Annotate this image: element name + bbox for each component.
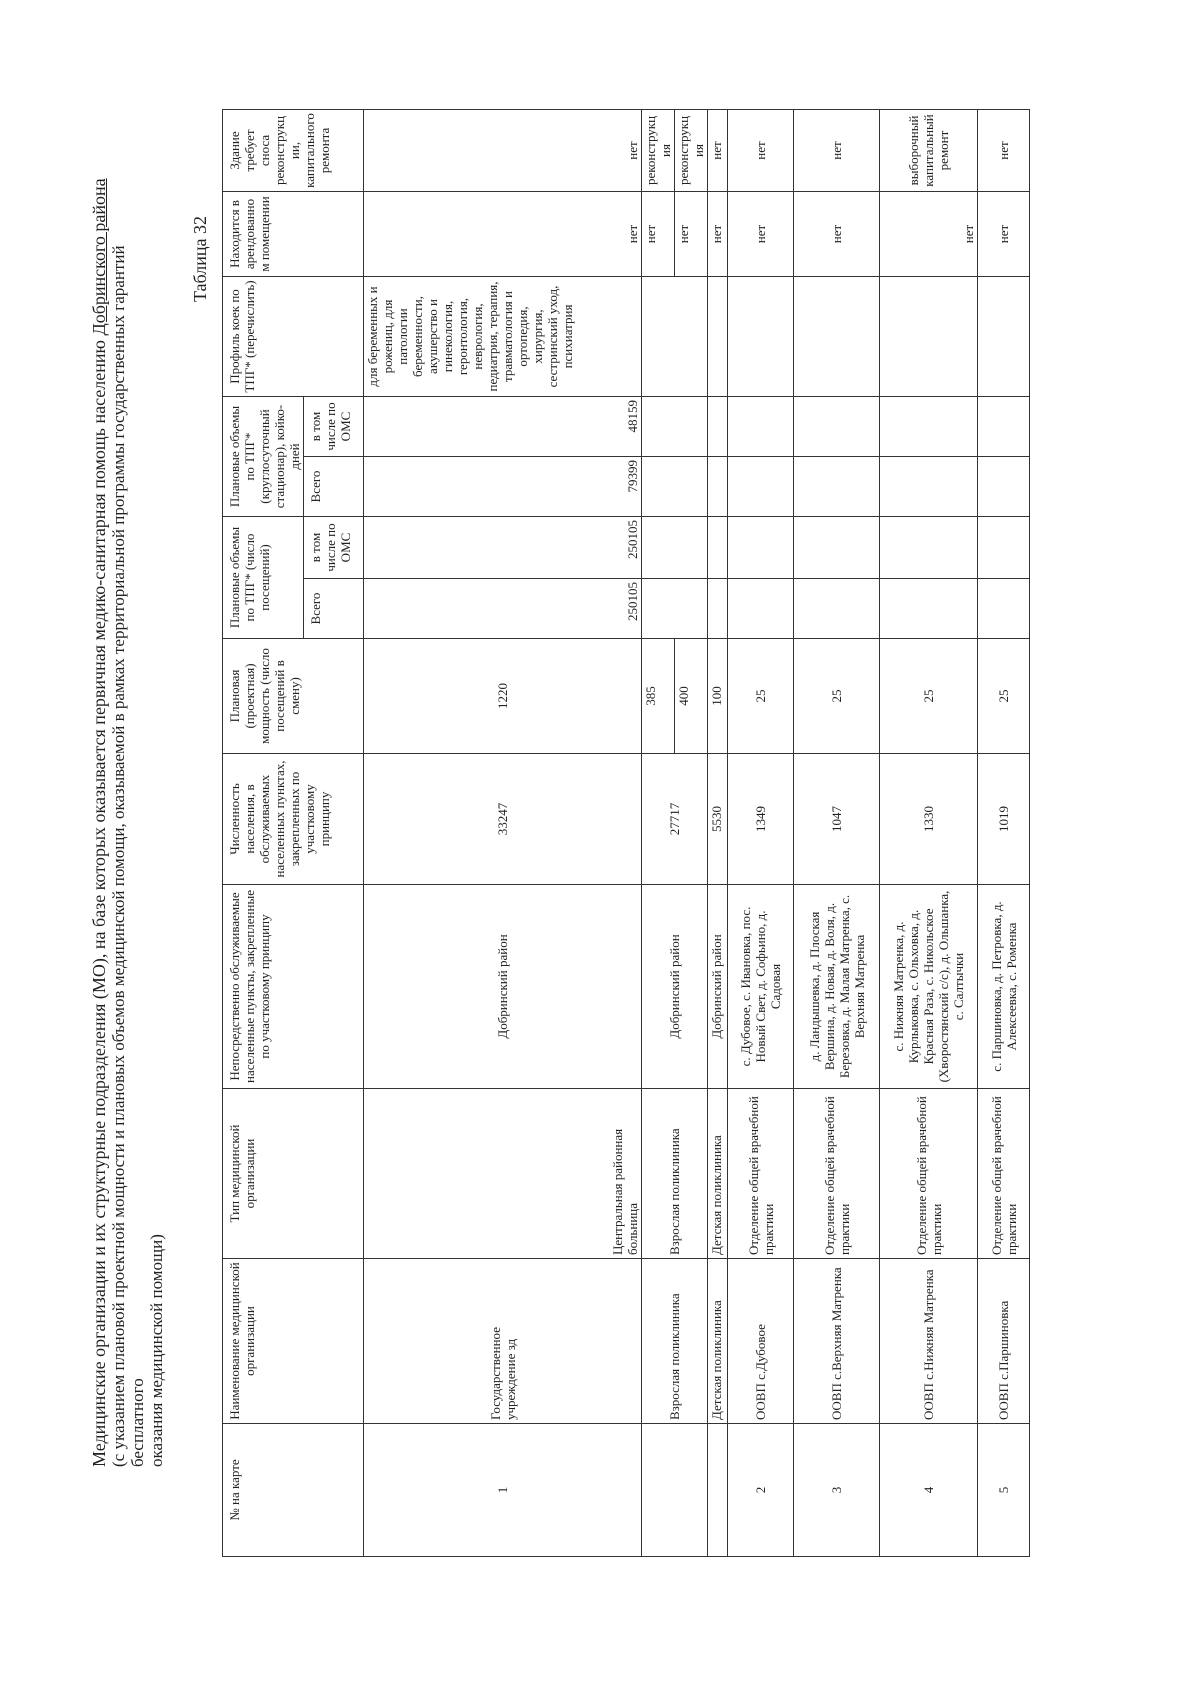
cell-capacity: 25 bbox=[880, 639, 978, 754]
cell-stat-oms bbox=[794, 396, 880, 456]
cell-rented: нет bbox=[708, 191, 728, 276]
col-name-header: Наименование медицинской организации bbox=[223, 1259, 364, 1424]
cell-stat-oms bbox=[728, 396, 794, 456]
cell-capacity: 25 bbox=[728, 639, 794, 754]
table-row bbox=[708, 109, 728, 1556]
cell-stat-oms bbox=[708, 396, 728, 456]
col-type-header: Тип медицинской организации bbox=[223, 1089, 364, 1259]
cell-profile: для беременных и рожениц, для патологии беременности, акушерство и гинекология, геронтология, неврология, педиатрия, терапия, травматология и ортопедия, хирургия, сестринский уход, психиатрия bbox=[364, 276, 642, 396]
cell-visits-oms: 250105 bbox=[364, 517, 642, 579]
col-visits-oms-header: в том числе по ОМС bbox=[304, 517, 364, 579]
table-row bbox=[794, 109, 880, 1556]
cell-stat-total: 79399 bbox=[364, 457, 642, 517]
cell-stat-total bbox=[708, 457, 728, 517]
cell-type: Детская поликлиника bbox=[708, 1089, 728, 1259]
cell-profile bbox=[978, 276, 1030, 396]
table-row bbox=[880, 109, 978, 1556]
cell-num: 1 bbox=[364, 1424, 642, 1557]
cell-visits-oms bbox=[728, 517, 794, 579]
cell-stat-oms bbox=[978, 396, 1030, 456]
col-visits-header: Плановые объемы по ТПГ* (число посещений) bbox=[223, 517, 304, 639]
document-header bbox=[90, 167, 166, 1467]
cell-visits-oms bbox=[880, 517, 978, 579]
cell-capacity: 25 bbox=[978, 639, 1030, 754]
table-number: Таблица 32 bbox=[190, 216, 210, 302]
cell-visits-total bbox=[728, 579, 794, 639]
cell-num: 2 bbox=[728, 1424, 794, 1557]
cell-visits-total bbox=[978, 579, 1030, 639]
cell-population: 1330 bbox=[880, 754, 978, 885]
cell-repair: нет bbox=[978, 109, 1030, 191]
table-row bbox=[642, 109, 675, 1556]
cell-visits-total bbox=[708, 579, 728, 639]
cell-repair: нет bbox=[708, 109, 728, 191]
cell-type: Отделение общей врачебной практики bbox=[794, 1089, 880, 1259]
cell-rented: нет bbox=[880, 191, 978, 276]
cell-profile bbox=[642, 276, 708, 396]
col-stat-oms-header: в том числе по ОМС bbox=[304, 396, 364, 456]
table-row bbox=[728, 109, 794, 1556]
col-visits-total-header: Всего bbox=[304, 579, 364, 639]
cell-stat-total bbox=[794, 457, 880, 517]
cell-type: Центральная районная больница bbox=[364, 1089, 642, 1259]
cell-settlements: д. Ландышевка, д. Плоская Вершина, д. Новая, д. Воля, д. Березовка, д. Малая Матренка, с. Верхняя Матренка bbox=[794, 885, 880, 1089]
cell-population: 33247 bbox=[364, 754, 642, 885]
cell-repair: нет bbox=[364, 109, 642, 191]
cell-num: 4 bbox=[880, 1424, 978, 1557]
cell-visits-oms bbox=[708, 517, 728, 579]
cell-profile bbox=[794, 276, 880, 396]
cell-stat-oms bbox=[880, 396, 978, 456]
cell-rented: нет bbox=[728, 191, 794, 276]
cell-visits-total: 250105 bbox=[364, 579, 642, 639]
cell-num: 3 bbox=[794, 1424, 880, 1557]
cell-settlements: с. Нижняя Матренка, д. Курлыковка, с. Ольховка, д. Красная Раза, с. Никольское (Хворостянский с/с), д. Ольшанка, с. Салтычки bbox=[880, 885, 978, 1089]
cell-settlements: с. Дубовое, с. Ивановка, пос. Новый Свет, д. Софьино, д. Садовая bbox=[728, 885, 794, 1089]
cell-capacity: 385 bbox=[642, 639, 675, 754]
cell-visits-total bbox=[794, 579, 880, 639]
header-line-2: (с указанием плановой проектной мощности и плановых объемов медицинской помощи, оказываемой в рамках территориальной программы государственных гарантий бесплатного bbox=[109, 245, 147, 1467]
header-line-1-text: Медицинские организации и их структурные подразделения (МО), на базе которых оказывается первичная медико-санитарная помощь населению bbox=[89, 335, 109, 1467]
cell-stat-total bbox=[978, 457, 1030, 517]
cell-stat-oms bbox=[642, 396, 708, 456]
cell-repair: нет bbox=[728, 109, 794, 191]
header-district: Добринского района bbox=[89, 178, 109, 336]
cell-rented: нет bbox=[794, 191, 880, 276]
table-row bbox=[364, 109, 642, 1556]
cell-profile bbox=[880, 276, 978, 396]
cell-capacity: 100 bbox=[708, 639, 728, 754]
cell-settlements: с. Паршиновка, д. Петровка, д. Алексеевка, с. Роменка bbox=[978, 885, 1030, 1089]
table-row bbox=[978, 109, 1030, 1556]
cell-visits-oms bbox=[794, 517, 880, 579]
col-stationary-header: Плановые объемы по ТПГ* (круглосуточный стационар), койко-дней bbox=[223, 396, 304, 516]
cell-name: ООВП с.Дубовое bbox=[728, 1259, 794, 1424]
header-line-3: оказания медицинской помощи) bbox=[147, 1234, 166, 1467]
cell-name: ООВП с.Паршиновка bbox=[978, 1259, 1030, 1424]
cell-name: ООВП с.Нижняя Матренка bbox=[880, 1259, 978, 1424]
cell-population: 1349 bbox=[728, 754, 794, 885]
cell-population: 1019 bbox=[978, 754, 1030, 885]
cell-population: 5530 bbox=[708, 754, 728, 885]
col-profile-header: Профиль коек по ТПГ* (перечислить) bbox=[223, 276, 364, 396]
cell-rented: нет bbox=[675, 191, 708, 276]
mo-table bbox=[222, 109, 1030, 1557]
cell-stat-total bbox=[728, 457, 794, 517]
col-settlements-header: Непосредственно обслуживаемые населенные пункты, закрепленные по участковому принципу bbox=[223, 885, 364, 1089]
cell-repair: реконструкция bbox=[642, 109, 675, 191]
cell-stat-total bbox=[880, 457, 978, 517]
col-population-header: Численность населения, в обслуживаемых населенных пунктах, закрепленных по участковому принципу bbox=[223, 754, 364, 885]
cell-visits-total bbox=[642, 579, 708, 639]
cell-population: 1047 bbox=[794, 754, 880, 885]
cell-visits-oms bbox=[978, 517, 1030, 579]
col-rented-header: Находится в арендованном помещении bbox=[223, 191, 364, 276]
cell-visits-oms bbox=[642, 517, 708, 579]
col-stat-total-header: Всего bbox=[304, 457, 364, 517]
cell-population: 27717 bbox=[642, 754, 708, 885]
cell-rented: нет bbox=[364, 191, 642, 276]
cell-capacity: 25 bbox=[794, 639, 880, 754]
cell-name: Детская поликлиника bbox=[708, 1259, 728, 1424]
cell-capacity: 400 bbox=[675, 639, 708, 754]
cell-settlements: Добринский район bbox=[708, 885, 728, 1089]
cell-settlements: Добринский район bbox=[364, 885, 642, 1089]
cell-stat-total bbox=[642, 457, 708, 517]
cell-name: ООВП с.Верхняя Матренка bbox=[794, 1259, 880, 1424]
cell-rented: нет bbox=[978, 191, 1030, 276]
cell-profile bbox=[708, 276, 728, 396]
cell-type: Отделение общей врачебной практики bbox=[728, 1089, 794, 1259]
header-line-1 bbox=[90, 167, 109, 1467]
cell-stat-oms: 48159 bbox=[364, 396, 642, 456]
cell-profile bbox=[728, 276, 794, 396]
cell-type: Отделение общей врачебной практики bbox=[880, 1089, 978, 1259]
cell-visits-total bbox=[880, 579, 978, 639]
cell-type: Взрослая поликлиника bbox=[642, 1089, 708, 1259]
cell-repair: нет bbox=[794, 109, 880, 191]
cell-name: Взрослая поликлиника bbox=[642, 1259, 708, 1424]
cell-repair: выборочный капитальный ремонт bbox=[880, 109, 978, 191]
col-capacity-header: Плановая (проектная) мощность (число посещений в смену) bbox=[223, 639, 364, 754]
cell-capacity: 1220 bbox=[364, 639, 642, 754]
cell-rented: нет bbox=[642, 191, 675, 276]
cell-type: Отделение общей врачебной практики bbox=[978, 1089, 1030, 1259]
cell-num: 5 bbox=[978, 1424, 1030, 1557]
cell-repair: реконструкция bbox=[675, 109, 708, 191]
cell-settlements: Добринский район bbox=[642, 885, 708, 1089]
cell-num bbox=[708, 1424, 728, 1557]
col-num-header: № на карте bbox=[223, 1424, 364, 1557]
header-row-1 bbox=[223, 109, 304, 1556]
col-repair-header: Здание требует сноса реконструкции, капитального ремонта bbox=[223, 109, 364, 191]
cell-name: Государственное учреждение зд bbox=[364, 1259, 642, 1424]
cell-num bbox=[642, 1424, 708, 1557]
